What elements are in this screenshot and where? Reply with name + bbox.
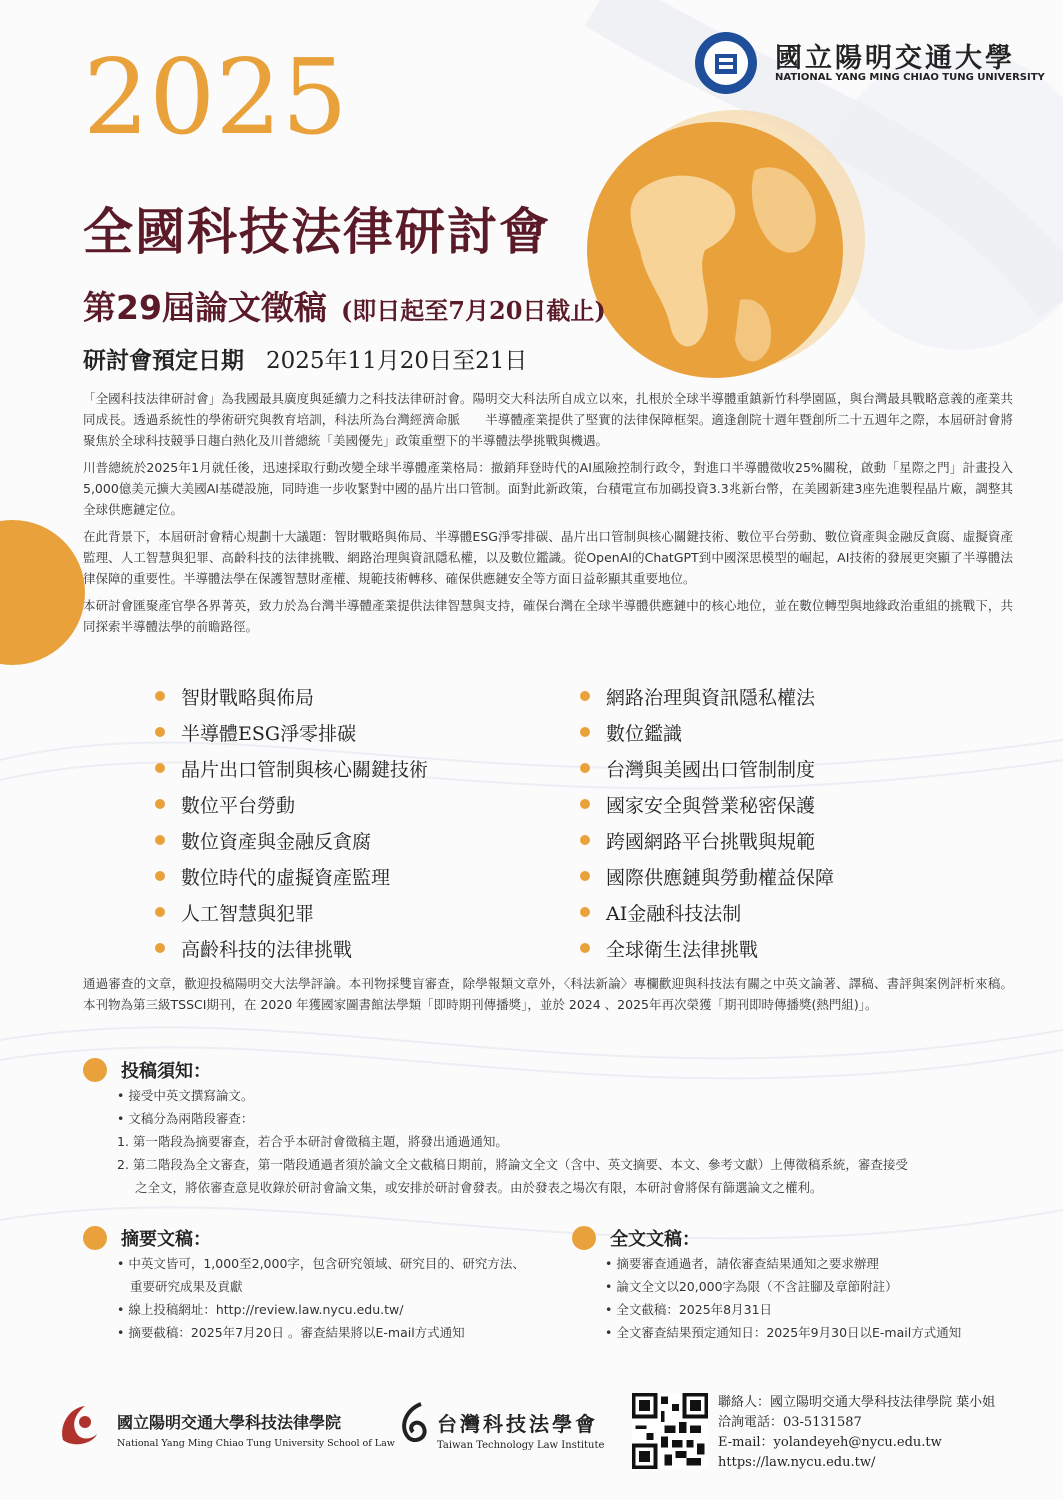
journal-info: 通過審查的文章，歡迎投稿陽明交大法學評論。本刊物採雙盲審查，除學報類文章外，〈科法新論〉專欄歡迎與科技法有關之中英文論著、譯稿、書評與案例評析來稿。本刊物為第三級TSSCI期刊，在 2020 年獲國家圖書館法學類「即時期刊傳播獎」，並於 2024 、2025年再次榮獲「期刊即時傳播獎(熱門組)」。 (83, 976, 1013, 1012)
list-item: 2. 第二階段為全文審查，第一階段通過者須於論文全文截稿日期前，將論文全文（含中、英文摘要、本文、參考文獻）上傳徵稿系統，審查接受 (117, 1157, 908, 1172)
year-heading: 2025 (83, 36, 348, 158)
abstract-heading: 摘要文稿： (83, 1225, 211, 1251)
fulltext-list (605, 1252, 961, 1344)
list-item: 數位鑑識 (580, 714, 1000, 750)
list-item: 高齡科技的法律挑戰 (155, 930, 575, 966)
bullet-icon (580, 871, 590, 881)
section-bullet-icon (83, 1226, 107, 1250)
list-item: 跨國網路平台挑戰與規範 (580, 822, 1000, 858)
school-name-en: National Yang Ming Chiao Tung University School of Law (117, 1438, 395, 1449)
list-item: • 摘要審查通過者，請依審查結果通知之要求辦理 (605, 1256, 879, 1271)
institute-name-en: Taiwan Technology Law Institute (437, 1440, 605, 1451)
list-item: 重要研究成果及貢獻 (130, 1279, 243, 1294)
list-item: 1. 第一階段為摘要審查，若合乎本研討會徵稿主題，將發出通過通知。 (117, 1134, 508, 1149)
bullet-icon (155, 727, 165, 737)
website-link[interactable]: https://law.nycu.edu.tw/ (718, 1455, 876, 1470)
section-bullet-icon (572, 1226, 596, 1250)
conference-date (83, 342, 527, 375)
bullet-icon (580, 835, 590, 845)
list-item: • 文稿分為兩階段審查： (117, 1111, 254, 1126)
university-logo (695, 32, 1045, 92)
bullet-icon (155, 907, 165, 917)
intro-paragraph: 「全國科技法律研討會」為我國最具廣度與延續力之科技法律研討會。陽明交大科法所自成立以來，扎根於全球半導體重鎮新竹科學園區，與台灣最具戰略意義的產業共同成長。透過系統性的學術研究與教育培訓，科法所為台灣經濟命脈 半導體產業提供了堅實的法律保障框架。適逢創院十週年暨創所二十五週年之際，本屆研討會將聚焦於全球科技競爭日趨白熱化及川普總統「美國優先」政策重塑下的半導體法學挑戰與機遇。 (83, 391, 1013, 448)
abstract-list (117, 1252, 525, 1344)
guidelines-list (117, 1084, 908, 1199)
list-item: 之全文，將依審查意見收錄於研討會論文集，或安排於研討會發表。由於發表之場次有限，本研討會將保有篩選論文之權利。 (135, 1180, 823, 1195)
school-logo-icon (55, 1400, 103, 1448)
guidelines-heading: 投稿須知： (83, 1057, 211, 1083)
list-item: AI金融科技法制 (580, 894, 1000, 930)
contact-person: 聯絡人：國立陽明交通大學科技法律學院 葉小姐 (718, 1395, 996, 1410)
list-item: 數位時代的虛擬資產監理 (155, 858, 575, 894)
subtitle-text: 第29屆論文徵稿 (83, 288, 327, 327)
contact-info (718, 1393, 995, 1473)
bullet-icon (155, 835, 165, 845)
school-name-zh: 國立陽明交通大學科技法律學院 (117, 1413, 342, 1432)
intro-paragraph: 在此背景下，本屆研討會精心規劃十大議題：智財戰略與佈局、半導體ESG淨零排碳、晶片出口管制與核心關鍵技術、數位平台勞動、數位資產與金融反貪腐、虛擬資產監理、人工智慧與犯罪、高齡科技的法律挑戰、網路治理與資訊隱私權，以及數位鑑識。從OpenAI的ChatGPT到中國深思模型的崛起，AI技術的發展更突顯了半導體法律保障的重要性。半導體法學在保護智慧財產權、規範技術轉移、確保供應鏈安全等方面日益彰顯其重要地位。 (83, 529, 1013, 586)
list-item: • 中英文皆可，1,000至2,000字，包含研究領域、研究目的、研究方法、 (117, 1256, 525, 1271)
contact-email[interactable]: E-mail：yolandeyeh@nycu.edu.tw (718, 1435, 942, 1450)
list-item: 台灣與美國出口管制制度 (580, 750, 1000, 786)
contact-phone: 洽詢電話：03-5131587 (718, 1415, 862, 1430)
institute-name-zh: 台灣科技法學會 (437, 1412, 598, 1436)
list-item: • 論文全文以20,000字為限（不含註腳及章節附註） (605, 1279, 898, 1294)
bullet-icon (155, 691, 165, 701)
bullet-icon (580, 727, 590, 737)
list-item: 智財戰略與佈局 (155, 678, 575, 714)
university-name-zh: 國立陽明交通大學 (775, 43, 1015, 74)
globe-icon (545, 100, 875, 430)
bullet-icon (155, 763, 165, 773)
date-label: 研討會預定日期 (83, 347, 244, 374)
list-item: • 接受中英文撰寫論文。 (117, 1088, 254, 1103)
list-item: 網路治理與資訊隱私權法 (580, 678, 1000, 714)
bullet-icon (580, 943, 590, 953)
bullet-icon (580, 691, 590, 701)
topic-column-left (155, 678, 575, 966)
list-item: 數位資產與金融反貪腐 (155, 822, 575, 858)
institute-logo-icon (395, 1400, 433, 1448)
university-seal-icon (695, 32, 757, 94)
list-item: • 全文截稿：2025年8月31日 (605, 1302, 773, 1317)
list-item: 全球衛生法律挑戰 (580, 930, 1000, 966)
list-item: • 全文審查結果預定通知日：2025年9月30日以E-mail方式通知 (605, 1325, 962, 1340)
list-item: 晶片出口管制與核心關鍵技術 (155, 750, 575, 786)
bullet-icon (155, 799, 165, 809)
deadline-text: (即日起至7月20日截止) (340, 296, 606, 325)
intro-paragraph: 川普總統於2025年1月就任後，迅速採取行動改變全球半導體產業格局：撤銷拜登時代的AI風險控制行政令，對進口半導體徵收25%關稅，啟動「星際之門」計畫投入5,000億美元擴大美國AI基礎設施，同時進一步收緊對中國的晶片出口管制。面對此新政策，台積電宣布加碼投資3.3兆新台幣，在美國新建3座先進製程晶片廠，調整其全球供應鏈定位。 (83, 460, 1013, 517)
topic-column-right (580, 678, 1000, 966)
list-item: • 摘要截稿：2025年7月20日 。審查結果將以E-mail方式通知 (117, 1325, 465, 1340)
list-item: 人工智慧與犯罪 (155, 894, 575, 930)
page-title: 全國科技法律研討會 (83, 203, 551, 261)
call-for-papers (83, 282, 606, 329)
list-item: • 線上投稿網址：http://review.law.nycu.edu.tw/ (117, 1302, 404, 1317)
bullet-icon (580, 799, 590, 809)
bullet-icon (155, 943, 165, 953)
bullet-icon (155, 871, 165, 881)
intro-paragraph: 本研討會匯聚產官學各界菁英，致力於為台灣半導體產業提供法律智慧與支持，確保台灣在全球半導體供應鏈中的核心地位，並在數位轉型與地緣政治重組的挑戰下，共同探索半導體法學的前瞻路徑。 (83, 598, 1013, 634)
list-item: 國際供應鏈與勞動權益保障 (580, 858, 1000, 894)
list-item: 半導體ESG淨零排碳 (155, 714, 575, 750)
fulltext-heading: 全文文稿： (572, 1225, 700, 1251)
list-item: 數位平台勞動 (155, 786, 575, 822)
section-bullet-icon (83, 1058, 107, 1082)
bullet-icon (580, 907, 590, 917)
university-name-en: NATIONAL YANG MING CHIAO TUNG UNIVERSITY (775, 72, 1045, 83)
intro-text (83, 388, 1013, 643)
list-item: 國家安全與營業秘密保護 (580, 786, 1000, 822)
date-value: 2025年11月20日至21日 (266, 348, 528, 374)
qr-code-icon[interactable] (632, 1393, 708, 1469)
bullet-icon (580, 763, 590, 773)
